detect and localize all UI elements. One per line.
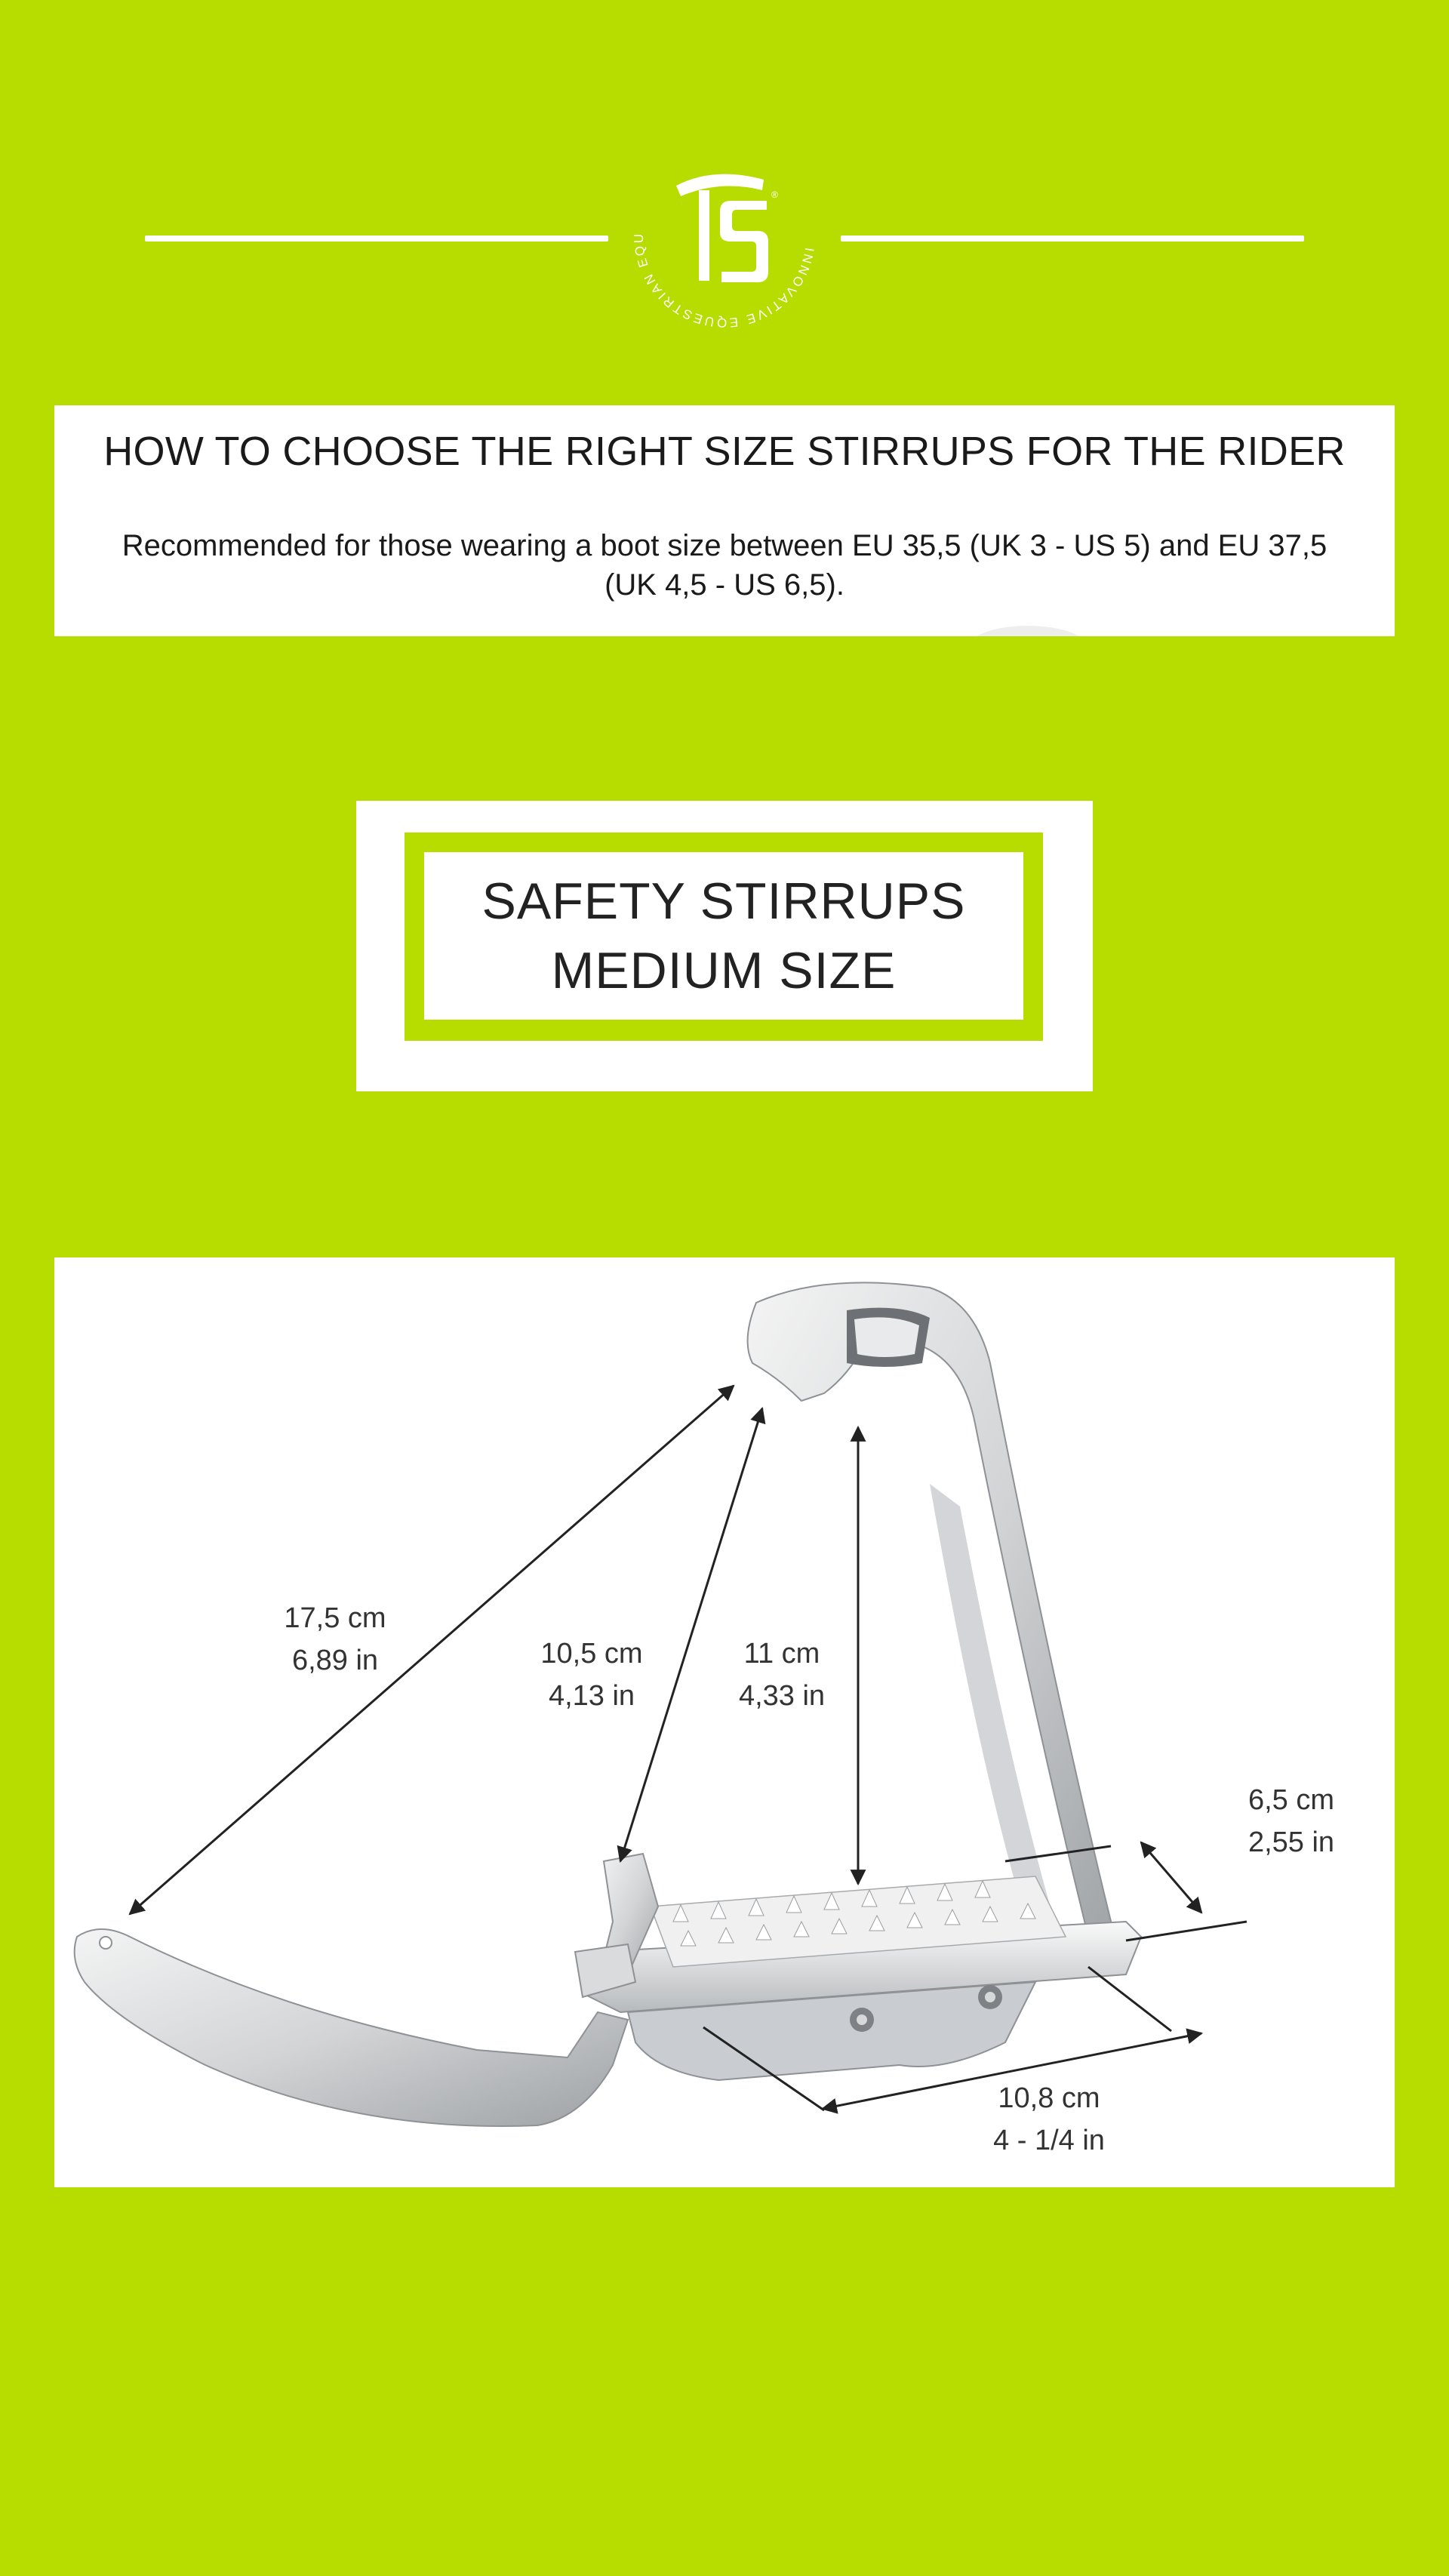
dimension-inner-height-in: 4,13 in <box>548 1680 635 1712</box>
dimension-tread-width <box>951 2077 1147 2162</box>
dimension-tread-width-cm: 10,8 cm <box>998 2082 1100 2114</box>
divider-left <box>145 235 608 242</box>
size-label-inner <box>424 852 1023 1020</box>
size-guide-card <box>54 405 1395 636</box>
logo-ring-text: INNOVATIVE EQUESTRIAN EQU <box>631 231 817 331</box>
registered-mark: ® <box>771 189 778 200</box>
size-label-line-1: SAFETY STIRRUPS <box>481 873 966 930</box>
size-label-line-2: MEDIUM SIZE <box>551 942 897 999</box>
dimension-inner-height-cm: 10,5 cm <box>540 1638 643 1670</box>
description-line-2: (UK 4,5 - US 6,5). <box>605 568 844 602</box>
brand-header <box>0 136 1449 340</box>
divider-right <box>841 235 1304 242</box>
dimension-tread-depth-in: 2,55 in <box>1247 1827 1335 1858</box>
size-label-frame <box>405 833 1043 1041</box>
description-line-1: Recommended for those wearing a boot size between EU 35,5 (UK 3 - US 5) and EU 37,5 <box>122 529 1327 562</box>
stirrup-diagram <box>54 1257 1395 2187</box>
brand-logo <box>623 136 826 338</box>
dimension-diagonal-cm: 17,5 cm <box>284 1602 386 1634</box>
dimension-height-in: 4,33 in <box>738 1680 826 1712</box>
dimension-diagonal-in: 6,89 in <box>291 1645 379 1676</box>
card-shadow-decoration <box>968 626 1088 636</box>
dimension-inner-height <box>494 1633 690 1717</box>
size-guide-title: HOW TO CHOOSE THE RIGHT SIZE STIRRUPS FOR THE RIDER <box>103 429 1346 474</box>
dimension-tread-width-in: 4 - 1/4 in <box>993 2125 1105 2156</box>
dimension-tread-depth <box>1193 1779 1389 1864</box>
size-label-box <box>356 801 1093 1091</box>
dimension-height <box>684 1633 880 1717</box>
dimension-height-cm: 11 cm <box>743 1638 820 1670</box>
dimension-tread-depth-cm: 6,5 cm <box>1247 1784 1335 1816</box>
size-guide-description <box>54 526 1395 605</box>
dimension-diagonal <box>237 1597 433 1682</box>
